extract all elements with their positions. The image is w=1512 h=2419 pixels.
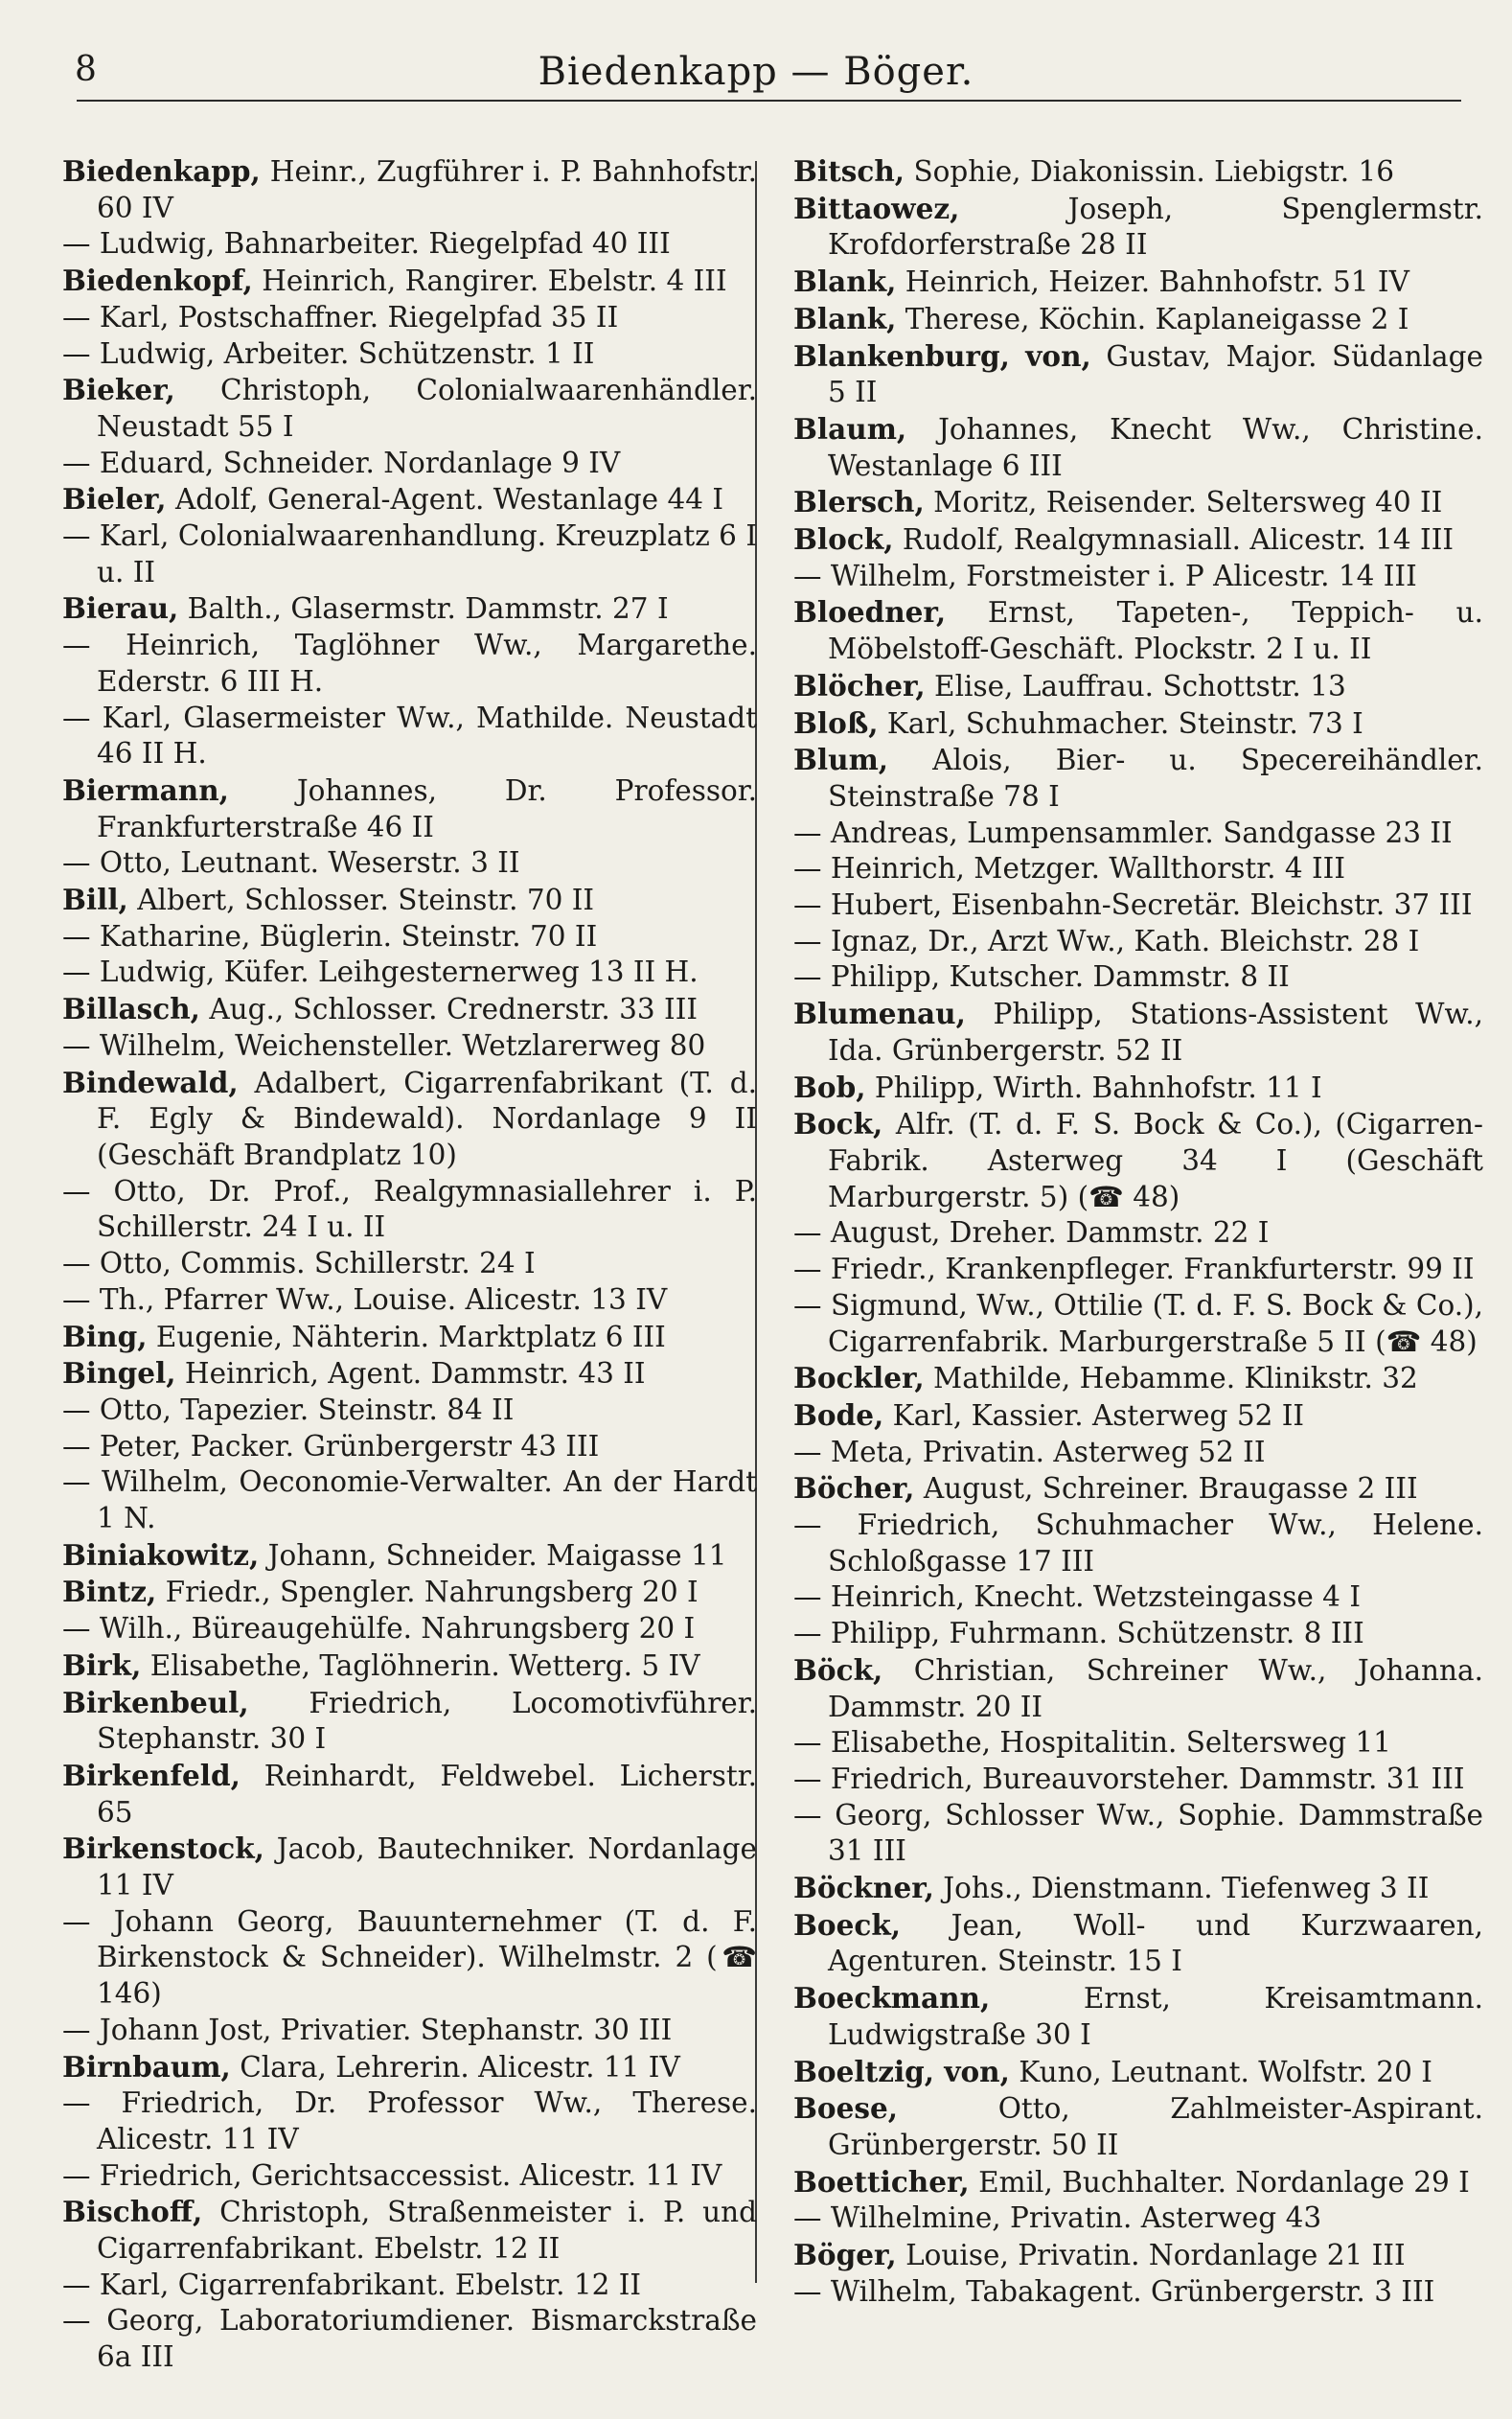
entry-details: — Wilhelm, Forstmeister i. P Alicestr. 14 III (793, 559, 1417, 592)
entry-surname: Birkenstock, (62, 1832, 264, 1866)
entry-details: — Otto, Leutnant. Weserstr. 3 II (62, 846, 520, 880)
directory-entry (62, 1319, 757, 1356)
entry-details: Karl, Kassier. Asterweg 52 II (883, 1398, 1305, 1432)
entry-details: — Otto, Tapezier. Steinstr. 84 II (62, 1393, 515, 1426)
entry-surname: Bieler, (62, 482, 167, 517)
entry-details: — Karl, Colonialwaarenhandlung. Kreuzplatz 6 I u. II (62, 519, 757, 588)
entry-details: Sophie, Diakonissin. Liebigstr. 16 (905, 155, 1394, 188)
directory-entry (793, 1106, 1483, 1215)
directory-entry (62, 628, 757, 700)
entry-details: — Wilhelm, Tabakagent. Grünbergerstr. 3 III (793, 2274, 1435, 2308)
entry-details: Therese, Köchin. Kaplaneigasse 2 I (896, 302, 1409, 335)
directory-entry (62, 1611, 757, 1647)
entry-surname: Bischoff, (62, 2195, 203, 2229)
directory-entry (793, 594, 1483, 667)
right-column (793, 153, 1483, 2310)
entry-details: Christian, Schreiner Ww., Johanna. Dammstr. 20 II (828, 1653, 1483, 1723)
header-rule (77, 100, 1461, 102)
directory-entry (793, 264, 1483, 301)
entry-details: — Eduard, Schneider. Nordanlage 9 IV (62, 446, 621, 479)
directory-entry (62, 1282, 757, 1319)
directory-entry (62, 300, 757, 336)
entry-details: Alois, Bier- u. Specereihändler. Steinstraße 78 I (828, 744, 1483, 813)
directory-entry (793, 1288, 1483, 1360)
entry-details: Johann, Schneider. Maigasse 11 (259, 1538, 727, 1572)
entry-surname: Birkenfeld, (62, 1758, 241, 1792)
entry-surname: Bierau, (62, 591, 179, 626)
directory-entry (793, 2054, 1483, 2091)
directory-entry (793, 2200, 1483, 2237)
entry-surname: Boese, (793, 2091, 899, 2126)
directory-entry (62, 1904, 757, 2013)
directory-entry (62, 446, 757, 482)
directory-entry (793, 1252, 1483, 1288)
directory-entry (793, 2274, 1483, 2311)
entry-details: Elise, Lauffrau. Schottstr. 13 (925, 669, 1346, 703)
directory-entry (793, 521, 1483, 559)
entry-details: Alfr. (T. d. F. S. Bock & Co.), (Cigarren-Fabrik. Asterweg 34 I (Geschäft Marburgerstr. 5) (☎ 48) (828, 1108, 1483, 1213)
entry-details: Albert, Schlosser. Steinstr. 70 II (127, 884, 595, 917)
entry-surname: Boeltzig, von, (793, 2054, 1010, 2088)
entry-surname: Bock, (793, 1107, 883, 1141)
entry-details: — Heinrich, Taglöhner Ww., Margarethe. Ederstr. 6 III H. (62, 629, 757, 698)
entry-details: — Wilhelmine, Privatin. Asterweg 43 (793, 2201, 1322, 2235)
directory-entry (793, 301, 1483, 338)
entry-details: Adalbert, Cigarrenfabrikant (T. d. F. Egly & Bindewald). Nordanlage 9 II (Geschäft Brandplatz 10) (97, 1066, 757, 1171)
running-head: Biedenkapp — Böger. (538, 50, 974, 94)
entry-surname: Bockler, (793, 1361, 925, 1395)
entry-surname: Block, (793, 522, 894, 557)
entry-details: Johs., Dienstmann. Tiefenweg 3 II (933, 1872, 1430, 1905)
directory-entry (62, 1574, 757, 1611)
directory-entry (62, 336, 757, 373)
entry-details: Philipp, Stations-Assistent Ww., Ida. Grünbergerstr. 52 II (828, 998, 1483, 1067)
entry-details: Moritz, Reisender. Seltersweg 40 II (924, 486, 1443, 519)
directory-entry (62, 772, 757, 845)
entry-details: Ernst, Kreisamtmann. Ludwigstraße 30 I (828, 1982, 1483, 2051)
directory-entry (62, 1393, 757, 1429)
entry-details: — Friedr., Krankenpfleger. Frankfurterstr. 99 II (793, 1253, 1475, 1286)
directory-entry (793, 1397, 1483, 1435)
directory-entry (793, 851, 1483, 887)
page-number: 8 (75, 50, 97, 89)
directory-entry (62, 1647, 757, 1685)
entry-details: — Heinrich, Knecht. Wetzsteingasse 4 I (793, 1580, 1361, 1614)
entry-details: Johannes, Knecht Ww., Christine. Westanlage 6 III (828, 412, 1483, 482)
entry-surname: Böcher, (793, 1471, 915, 1506)
entry-details: — Ludwig, Bahnarbeiter. Riegelpfad 40 III (62, 227, 671, 261)
directory-entry (793, 1215, 1483, 1252)
entry-surname: Blank, (793, 301, 897, 335)
entry-details: — Karl, Postschaffner. Riegelpfad 35 II (62, 300, 619, 334)
directory-entry (62, 919, 757, 956)
entry-details: — Th., Pfarrer Ww., Louise. Alicestr. 13 IV (62, 1282, 668, 1316)
entry-surname: Birnbaum, (62, 2049, 231, 2084)
directory-entry (62, 1831, 757, 1903)
directory-entry (62, 1758, 757, 1831)
directory-entry (793, 1616, 1483, 1652)
directory-entry (793, 887, 1483, 924)
entry-details: Johannes, Dr. Professor. Frankfurterstraße 46 II (97, 773, 757, 843)
entry-surname: Biermann, (62, 772, 229, 807)
entry-surname: Biedenkopf, (62, 264, 253, 298)
entry-details: Eugenie, Nähterin. Marktplatz 6 III (147, 1320, 666, 1353)
entry-surname: Boetticher, (793, 2164, 970, 2199)
entry-details: — Otto, Commis. Schillerstr. 24 I (62, 1247, 536, 1280)
directory-entry (793, 1435, 1483, 1471)
directory-entry (793, 1652, 1483, 1725)
entry-surname: Blersch, (793, 485, 925, 519)
entry-details: Heinrich, Rangirer. Ebelstr. 4 III (252, 265, 727, 298)
entry-details: — August, Dreher. Dammstr. 22 I (793, 1216, 1270, 1250)
directory-entry (793, 411, 1483, 484)
directory-entry (62, 153, 757, 226)
directory-entry (62, 518, 757, 590)
entry-surname: Bloß, (793, 705, 879, 740)
directory-entry (793, 1798, 1483, 1870)
entry-details: — Friedrich, Dr. Professor Ww., Therese. Alicestr. 11 IV (62, 2086, 757, 2155)
entry-details: — Friedrich, Gerichtsaccessist. Alicestr. 11 IV (62, 2158, 722, 2192)
entry-surname: Billasch, (62, 992, 200, 1026)
directory-entry (793, 2237, 1483, 2274)
entry-surname: Bingel, (62, 1356, 176, 1391)
directory-entry (793, 191, 1483, 264)
entry-details: — Friedrich, Bureauvorsteher. Dammstr. 31 III (793, 1762, 1465, 1795)
entry-details: Elisabethe, Taglöhnerin. Wetterg. 5 IV (141, 1648, 700, 1682)
directory-entry (62, 226, 757, 263)
directory-entry (793, 1070, 1483, 1107)
entry-details: Friedr., Spengler. Nahrungsberg 20 I (156, 1576, 699, 1609)
entry-details: — Georg, Schlosser Ww., Sophie. Dammstraße 31 III (793, 1798, 1483, 1868)
entry-details: — Karl, Glasermeister Ww., Mathilde. Neustadt 46 II H. (62, 701, 757, 771)
directory-entry (793, 816, 1483, 852)
directory-entry (793, 1762, 1483, 1798)
directory-entry (62, 2303, 757, 2375)
directory-entry (793, 559, 1483, 595)
entry-details: Rudolf, Realgymnasiall. Alicestr. 14 III (893, 523, 1455, 557)
entry-details: Jacob, Bautechniker. Nordanlage 11 IV (97, 1832, 757, 1902)
entry-details: — Heinrich, Metzger. Wallthorstr. 4 III (793, 852, 1345, 886)
entry-details: Gustav, Major. Südanlage 5 II (828, 339, 1483, 409)
directory-entry (793, 1360, 1483, 1397)
entry-details: — Karl, Cigarrenfabrikant. Ebelstr. 12 II (62, 2268, 642, 2301)
entry-details: — Katharine, Büglerin. Steinstr. 70 II (62, 919, 598, 953)
entry-details: — Ludwig, Küfer. Leihgesternerweg 13 II H. (62, 956, 699, 989)
entry-details: Louise, Privatin. Nordanlage 21 III (896, 2239, 1406, 2272)
entry-details: August, Schreiner. Braugasse 2 III (914, 1472, 1418, 1506)
entry-surname: Bintz, (62, 1575, 157, 1609)
entry-details: Adolf, General-Agent. Westanlage 44 I (166, 483, 724, 517)
entry-details: — Georg, Laboratoriumdiener. Bismarckstraße 6a III (62, 2304, 757, 2374)
directory-entry (62, 2085, 757, 2157)
entry-surname: Blum, (793, 743, 889, 777)
entry-surname: Bing, (62, 1319, 148, 1353)
entry-surname: Birk, (62, 1647, 142, 1682)
directory-entry (62, 2268, 757, 2304)
entry-surname: Bill, (62, 883, 128, 917)
directory-entry (62, 1537, 757, 1575)
directory-entry (62, 2158, 757, 2195)
entry-surname: Blumenau, (793, 997, 966, 1031)
entry-surname: Bloedner, (793, 595, 947, 630)
entry-surname: Bieker, (62, 373, 175, 407)
directory-entry (793, 996, 1483, 1069)
directory-entry (793, 668, 1483, 705)
entry-details: Emil, Buchhalter. Nordanlage 29 I (969, 2165, 1470, 2199)
entry-surname: Bob, (793, 1070, 866, 1104)
directory-entry (62, 845, 757, 882)
entry-details: — Hubert, Eisenbahn-Secretär. Bleichstr. 37 III (793, 888, 1473, 922)
directory-entry (62, 1429, 757, 1465)
entry-details: — Philipp, Kutscher. Dammstr. 8 II (793, 960, 1290, 994)
entry-details: — Johann Jost, Privatier. Stephanstr. 30 III (62, 2013, 673, 2046)
entry-surname: Blank, (793, 265, 897, 299)
directory-entry (793, 1870, 1483, 1907)
directory-entry (62, 2194, 757, 2267)
entry-details: Joseph, Spenglermstr. Krofdorferstraße 28 II (828, 192, 1483, 262)
entry-surname: Biniakowitz, (62, 1537, 260, 1572)
directory-entry (62, 372, 757, 445)
directory-entry (62, 955, 757, 991)
entry-surname: Boeck, (793, 1907, 902, 1942)
entry-surname: Böger, (793, 2238, 897, 2272)
directory-entry (62, 263, 757, 300)
entry-details: — Meta, Privatin. Asterweg 52 II (793, 1435, 1266, 1468)
entry-surname: Blöcher, (793, 668, 926, 703)
entry-details: Kuno, Leutnant. Wolfstr. 20 I (1009, 2055, 1432, 2088)
entry-surname: Bitsch, (793, 154, 905, 188)
entry-details: Ernst, Tapeten-, Teppich- u. Möbelstoff-Geschäft. Plockstr. 2 I u. II (828, 596, 1483, 666)
directory-entry (793, 1579, 1483, 1616)
directory-entry (62, 1246, 757, 1282)
entry-details: — Friedrich, Schuhmacher Ww., Helene. Schloßgasse 17 III (793, 1509, 1483, 1578)
entry-details: Heinr., Zugführer i. P. Bahnhofstr. 60 IV (97, 155, 757, 224)
directory-entry (793, 1470, 1483, 1508)
directory-entry (793, 1725, 1483, 1762)
entry-surname: Birkenbeul, (62, 1685, 249, 1719)
entry-details: Heinrich, Heizer. Bahnhofstr. 51 IV (896, 265, 1409, 299)
entry-details: Aug., Schlosser. Crednerstr. 33 III (199, 993, 698, 1026)
directory-entry (62, 481, 757, 518)
directory-entry (62, 882, 757, 919)
entry-surname: Bittaowez, (793, 191, 960, 225)
entry-details: — Wilhelm, Weichensteller. Wetzlarerweg 80 (62, 1028, 706, 1062)
entry-details: Balth., Glasermstr. Dammstr. 27 I (178, 592, 669, 626)
entry-details: Philipp, Wirth. Bahnhofstr. 11 I (865, 1071, 1322, 1104)
directory-entry (793, 2164, 1483, 2201)
entry-details: Christoph, Straßenmeister i. P. und Cigarrenfabrikant. Ebelstr. 12 II (97, 2196, 757, 2266)
entry-details: — Peter, Packer. Grünbergerstr 43 III (62, 1429, 600, 1463)
entry-details: — Johann Georg, Bauunternehmer (T. d. F. Birkenstock & Schneider). Wilhelmstr. 2 (☎ 146) (62, 1904, 757, 2011)
directory-entry (62, 1685, 757, 1758)
directory-entry (62, 1174, 757, 1246)
directory-entry (793, 1508, 1483, 1579)
entry-details: Jean, Woll- und Kurzwaaren, Agenturen. Steinstr. 15 I (828, 1908, 1483, 1978)
directory-entry (793, 742, 1483, 815)
entry-surname: Blaum, (793, 411, 907, 446)
entry-surname: Bindewald, (62, 1065, 239, 1099)
entry-details: Karl, Schuhmacher. Steinstr. 73 I (878, 706, 1363, 740)
directory-entry (793, 484, 1483, 521)
entry-details: — Wilhelm, Oeconomie-Verwalter. An der Hardt 1 N. (62, 1465, 757, 1535)
entry-details: — Ludwig, Arbeiter. Schützenstr. 1 II (62, 336, 595, 370)
directory-entry (62, 991, 757, 1028)
entry-details: Friedrich, Locomotivführer. Stephanstr. 30 I (97, 1686, 757, 1756)
directory-entry (793, 2090, 1483, 2163)
directory-entry (62, 701, 757, 772)
entry-details: Christoph, Colonialwaarenhändler. Neustadt 55 I (97, 374, 757, 443)
entry-details: — Andreas, Lumpensammler. Sandgasse 23 II (793, 816, 1453, 849)
entry-details: — Elisabethe, Hospitalitin. Seltersweg 11 (793, 1726, 1391, 1760)
directory-entry (62, 1464, 757, 1536)
entry-details: — Ignaz, Dr., Arzt Ww., Kath. Bleichstr. 28 I (793, 924, 1420, 957)
directory-entry (793, 1907, 1483, 1980)
directory-entry (62, 2049, 757, 2086)
directory-entry (793, 338, 1483, 411)
directory-entry (62, 590, 757, 628)
directory-entry (62, 1028, 757, 1065)
directory-entry (793, 924, 1483, 960)
entry-surname: Blankenburg, von, (793, 338, 1091, 373)
directory-entry (62, 2013, 757, 2049)
entry-details: — Philipp, Fuhrmann. Schützenstr. 8 III (793, 1617, 1364, 1650)
entry-surname: Bode, (793, 1397, 884, 1432)
directory-entry (793, 1980, 1483, 2053)
directory-entry (62, 1355, 757, 1393)
left-column (62, 153, 757, 2376)
directory-entry (793, 153, 1483, 191)
entry-details: Mathilde, Hebamme. Klinikstr. 32 (924, 1362, 1418, 1395)
entry-details: — Sigmund, Ww., Ottilie (T. d. F. S. Bock & Co.), Cigarrenfabrik. Marburgerstraße 5 II (☎ 48) (793, 1288, 1483, 1358)
entry-details: Heinrich, Agent. Dammstr. 43 II (175, 1357, 646, 1391)
entry-surname: Biedenkapp, (62, 154, 261, 188)
entry-details: Otto, Zahlmeister-Aspirant. Grünbergerstr. 50 II (828, 2092, 1483, 2161)
directory-entry (793, 959, 1483, 996)
entry-surname: Boeckmann, (793, 1981, 991, 2016)
entry-details: Clara, Lehrerin. Alicestr. 11 IV (230, 2050, 680, 2084)
entry-surname: Böckner, (793, 1871, 934, 1905)
directory-entry (793, 705, 1483, 743)
entry-details: Reinhardt, Feldwebel. Licherstr. 65 (97, 1759, 757, 1829)
entry-surname: Böck, (793, 1652, 883, 1687)
entry-details: — Otto, Dr. Prof., Realgymnasiallehrer i. P. Schillerstr. 24 I u. II (62, 1174, 757, 1244)
directory-entry (62, 1065, 757, 1174)
entry-details: — Wilh., Büreaugehülfe. Nahrungsberg 20 I (62, 1612, 696, 1646)
